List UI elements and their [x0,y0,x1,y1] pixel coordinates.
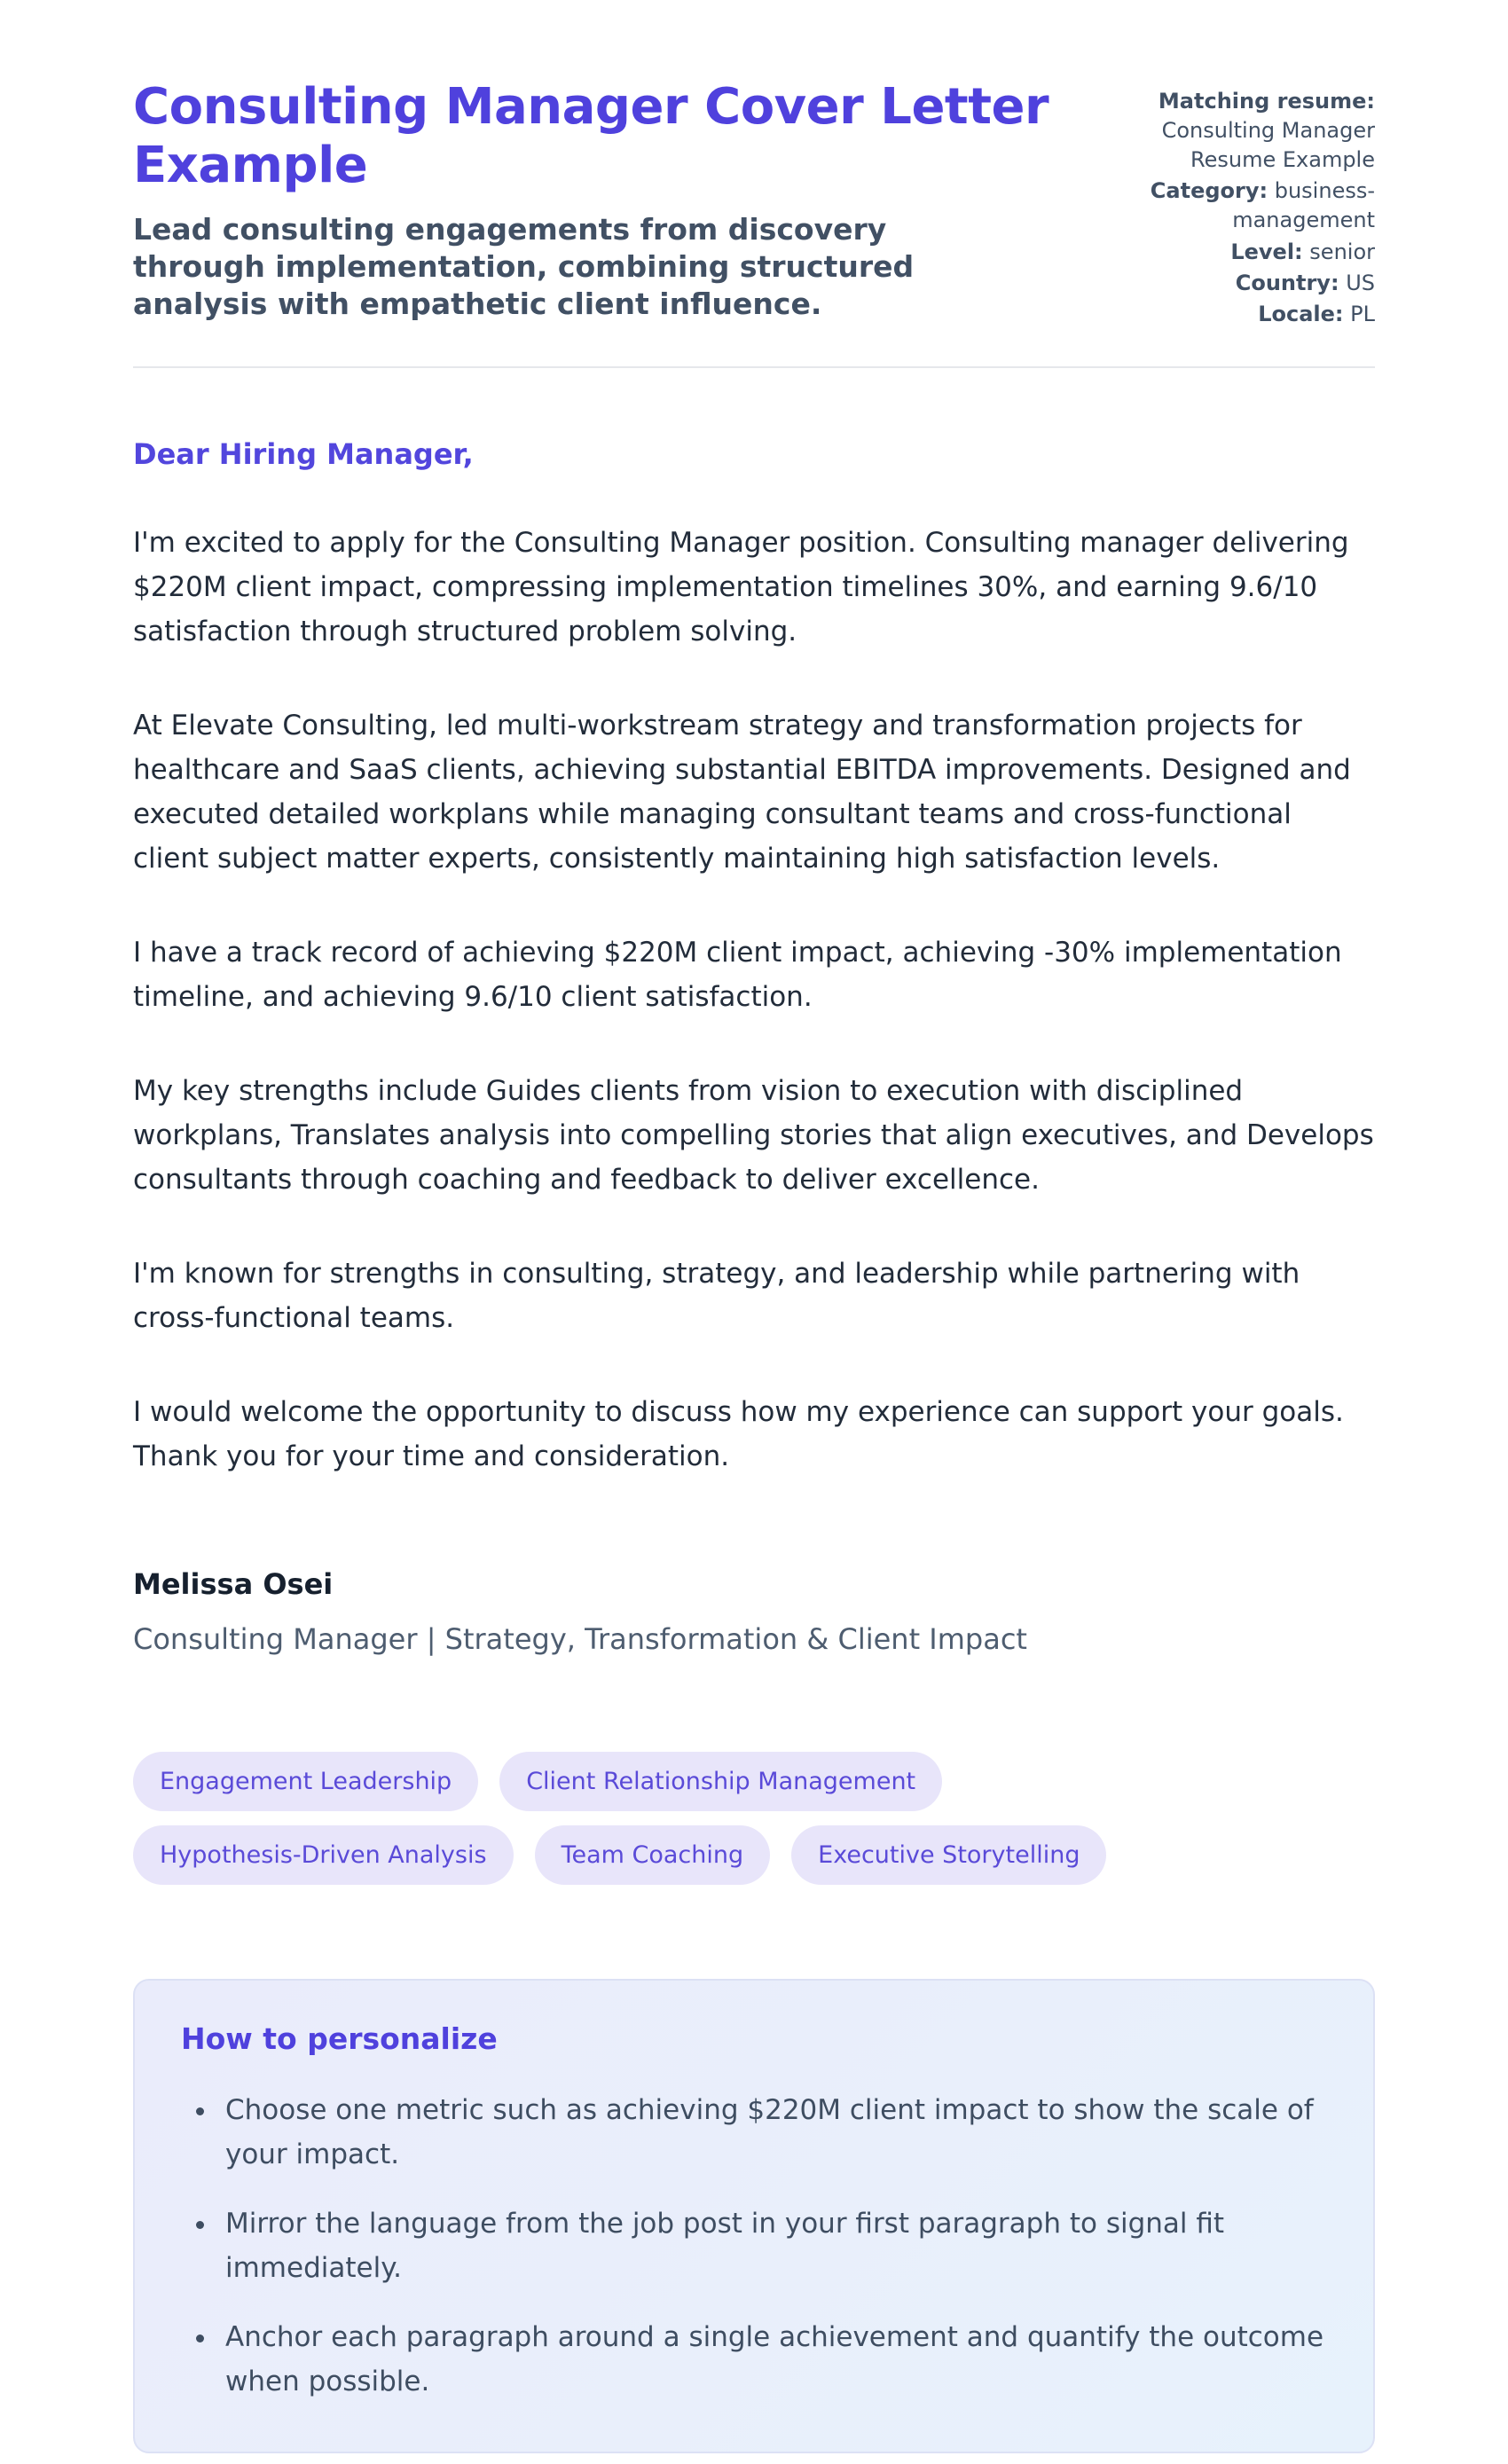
salutation: Dear Hiring Manager, [133,436,474,471]
meta-category-value: business-management [1232,178,1375,233]
meta-locale-label: Locale: [1258,301,1344,326]
letter-paragraph: At Elevate Consulting, led multi-workstream strategy and transformation projects for healthcare and SaaS clients, achieving substantial EBITDA improvements. Designed and executed detailed workplans while managing consultant teams and cross-functional client subject matter experts, consistently maintaining high satisfaction levels. [133,709,1351,875]
skill-tag: Team Coaching [535,1825,771,1885]
page-subtitle: Lead consulting engagements from discovery through implementation, combining structured analysis with empathetic client influence. [133,212,915,321]
personalize-tip: • Anchor each paragraph around a single achievement and quantify the outcome when possible. [218,2315,1327,2404]
skill-tag: Hypothesis-Driven Analysis [133,1825,514,1885]
meta-level-label: Level: [1230,239,1303,264]
matching-resume-link[interactable]: Consulting Manager Resume Example [1161,118,1375,173]
skill-tag: Executive Storytelling [791,1825,1106,1885]
skill-tag: Engagement Leadership [133,1752,478,1811]
letter-paragraph: I'm known for strengths in consulting, strategy, and leadership while partnering with cross-functional teams. [133,1257,1300,1334]
meta-category [1134,177,1375,235]
header-title-block [133,78,1134,323]
personalize-tip: • Choose one metric such as achieving $220M client impact to show the scale of your impact. [218,2088,1327,2177]
meta-matching-resume [1134,87,1375,175]
signature-name: Melissa Osei [133,1566,334,1601]
how-to-personalize-box [133,1979,1375,2453]
letter-paragraph: I would welcome the opportunity to discuss how my experience can support your goals. Thank you for your time and consideration. [133,1395,1344,1472]
letter-paragraph: I have a track record of achieving $220M client impact, achieving -30% implementation timeline, and achieving 9.6/10 client satisfaction. [133,936,1342,1013]
letter-paragraph: I'm excited to apply for the Consulting Manager position. Consulting manager delivering $220M client impact, compressing implementation timelines 30%, and earning 9.6/10 satisfaction through structured problem solving. [133,526,1349,647]
page-header [133,78,1375,331]
meta-locale-value: PL [1350,301,1375,326]
meta-level-value: senior [1309,239,1375,264]
signature-role: Consulting Manager | Strategy, Transformation & Client Impact [133,1621,1027,1656]
cover-letter-page [133,0,1375,2453]
meta-country-label: Country: [1235,270,1339,295]
header-divider [133,366,1375,368]
cover-letter-body [133,437,1375,1656]
meta-matching-resume-label: Matching resume: [1158,89,1375,114]
skill-tag: Client Relationship Management [499,1752,942,1811]
page-title: Consulting Manager Cover Letter Example [133,78,1049,195]
personalize-tip: • Mirror the language from the job post in your first paragraph to signal fit immediately. [218,2201,1327,2290]
meta-level [1134,238,1375,267]
skill-tag-list [133,1752,1242,1885]
meta-country-value: US [1346,270,1375,295]
letter-paragraph: My key strengths include Guides clients from vision to execution with disciplined workplans, Translates analysis into compelling stories that align executives, and Develops consultants through coaching and feedback to deliver excellence. [133,1074,1374,1196]
personalize-tip-list [181,2088,1327,2404]
resume-meta-block [1134,87,1375,331]
meta-locale [1134,300,1375,329]
how-to-personalize-heading: How to personalize [181,2021,498,2056]
meta-country [1134,269,1375,298]
meta-category-label: Category: [1150,178,1268,204]
